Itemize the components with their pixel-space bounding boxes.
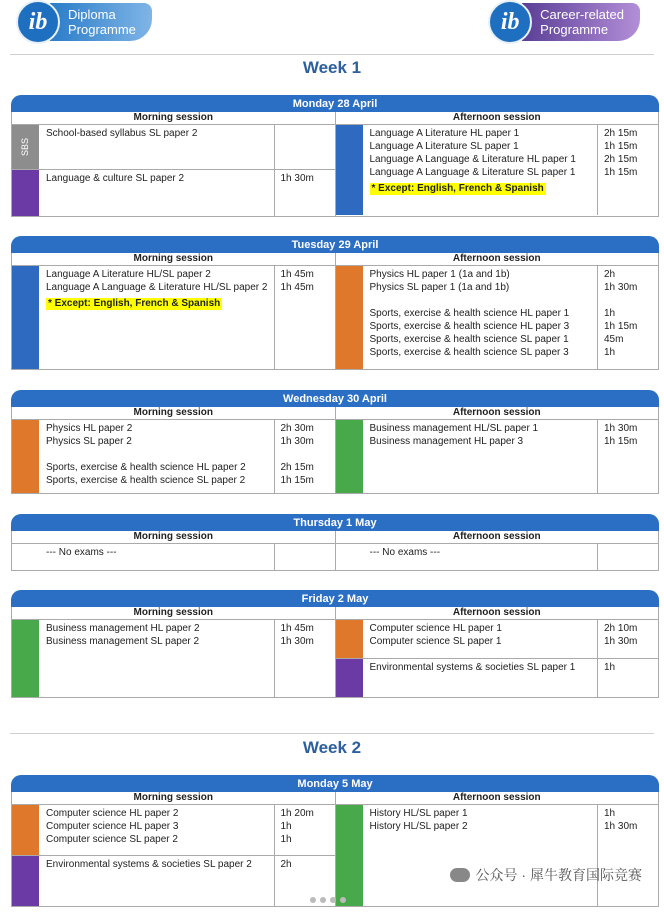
subject-group-bar <box>12 125 39 169</box>
duration: 1h <box>280 821 292 832</box>
durations-cell <box>275 544 335 570</box>
exam-row <box>336 659 659 697</box>
duration: 2h 15m <box>604 154 638 165</box>
afternoon-session-header: Afternoon session <box>336 407 659 420</box>
papers-cell <box>39 805 275 855</box>
subject-group-bar <box>336 805 363 906</box>
exam-row <box>12 266 335 369</box>
exam-row <box>12 420 335 493</box>
exam-row <box>12 805 335 856</box>
subject-group-bar <box>336 544 363 570</box>
papers-cell <box>39 170 275 216</box>
exam-row <box>336 125 659 215</box>
dp-logo <box>16 0 152 44</box>
paper-name: Physics HL paper 2 <box>46 423 133 434</box>
morning-session <box>12 112 335 216</box>
duration: 1h 15m <box>604 141 638 152</box>
exam-row <box>336 620 659 659</box>
afternoon-session <box>335 607 659 697</box>
sessions-table <box>11 792 659 907</box>
duration: 1h 30m <box>604 636 638 647</box>
paper-name: Language A Language & Literature SL paper 1 <box>369 167 576 178</box>
spacer <box>281 127 335 140</box>
subject-group-bar <box>12 856 39 906</box>
papers-cell <box>363 266 599 369</box>
papers-cell <box>363 805 599 906</box>
day-tuesday-29-april <box>11 236 659 370</box>
paper-name: Sports, exercise & health science HL paper 1 <box>369 308 570 319</box>
week-title: Week 2 <box>302 738 362 757</box>
paper-name: Sports, exercise & health science SL paper 3 <box>369 347 569 358</box>
spacer <box>281 448 335 461</box>
day-header: Monday 5 May <box>11 775 659 792</box>
duration: 1h 30m <box>604 423 638 434</box>
dp-logo-line1: Diploma <box>68 7 116 22</box>
subject-group-bar <box>12 544 39 570</box>
spacer <box>281 546 335 559</box>
duration: 2h <box>604 269 616 280</box>
morning-session <box>12 607 335 697</box>
morning-session-header: Morning session <box>12 607 335 620</box>
duration: 1h 45m <box>280 269 314 280</box>
paper-name: Physics SL paper 2 <box>46 436 132 447</box>
exam-row <box>12 170 335 216</box>
morning-session-header: Morning session <box>12 407 335 420</box>
paper-name: Sports, exercise & health science SL paper 2 <box>46 475 246 486</box>
papers-cell <box>39 856 275 906</box>
day-friday-2-may <box>11 590 659 698</box>
day-header: Tuesday 29 April <box>11 236 659 253</box>
exception-note: * Except: English, French & Spanish <box>48 298 221 309</box>
duration: 1h 30m <box>604 282 638 293</box>
duration: 1h 30m <box>280 173 314 184</box>
afternoon-session <box>335 792 659 906</box>
papers-cell <box>363 620 599 658</box>
page-indicator <box>310 897 346 903</box>
exam-row <box>12 856 335 906</box>
durations-cell <box>275 420 335 493</box>
paper-name: History HL/SL paper 2 <box>369 821 468 832</box>
watermark <box>450 865 642 885</box>
paper-name: Language A Language & Literature HL/SL paper 2 <box>46 282 268 293</box>
afternoon-session <box>335 253 659 369</box>
duration: 1h <box>604 347 616 358</box>
paper-name: Business management SL paper 2 <box>46 636 200 647</box>
duration: 45m <box>604 334 624 345</box>
sessions-table <box>11 607 659 698</box>
spacer <box>604 546 658 559</box>
duration: 2h 30m <box>280 423 314 434</box>
week-title: Week 1 <box>302 58 362 77</box>
paper-name: Language A Literature SL paper 1 <box>369 141 519 152</box>
cp-logo <box>488 0 640 44</box>
durations-cell <box>275 805 335 855</box>
day-header: Monday 28 April <box>11 95 659 112</box>
exam-row <box>336 805 659 906</box>
cp-logo-line1: Career-related <box>540 7 624 22</box>
durations-cell <box>275 170 335 216</box>
sessions-table <box>11 112 659 217</box>
day-wednesday-30-april <box>11 390 659 494</box>
day-thursday-1-may <box>11 514 659 571</box>
papers-cell <box>39 544 275 570</box>
paper-name: Language A Literature HL paper 1 <box>369 128 520 139</box>
duration: 2h 10m <box>604 623 638 634</box>
duration: 1h 30m <box>280 636 314 647</box>
durations-cell <box>598 420 658 493</box>
subject-group-bar <box>12 420 39 493</box>
page-dot <box>320 897 326 903</box>
paper-name: Computer science HL paper 3 <box>46 821 179 832</box>
afternoon-session-header: Afternoon session <box>336 112 659 125</box>
afternoon-session <box>335 531 659 570</box>
day-header: Friday 2 May <box>11 590 659 607</box>
durations-cell <box>275 266 335 369</box>
paper-name: Sports, exercise & health science HL paper 2 <box>46 462 246 473</box>
paper-name: Physics SL paper 1 (1a and 1b) <box>369 282 510 293</box>
paper-name: Environmental systems & societies SL paper 1 <box>369 662 576 673</box>
afternoon-session-header: Afternoon session <box>336 531 659 544</box>
paper-name: Environmental systems & societies SL paper 2 <box>46 859 252 870</box>
paper-name: --- No exams --- <box>369 547 441 558</box>
duration: 1h <box>604 308 616 319</box>
exam-row <box>12 544 335 570</box>
paper-name: Computer science HL paper 2 <box>46 808 179 819</box>
afternoon-session <box>335 407 659 493</box>
duration: 1h 15m <box>604 321 638 332</box>
durations-cell <box>598 266 658 369</box>
afternoon-session-header: Afternoon session <box>336 607 659 620</box>
papers-cell <box>39 266 275 369</box>
day-header: Thursday 1 May <box>11 514 659 531</box>
exception-note: * Except: English, French & Spanish <box>371 183 544 194</box>
papers-cell <box>363 420 599 493</box>
durations-cell <box>598 659 658 697</box>
subject-group-bar <box>336 420 363 493</box>
duration: 1h 15m <box>604 436 638 447</box>
paper-name: Business management HL paper 2 <box>46 623 200 634</box>
day-monday-5-may <box>11 775 659 907</box>
morning-session-header: Morning session <box>12 253 335 266</box>
dp-logo-line2: Programme <box>68 22 136 37</box>
morning-session <box>12 253 335 369</box>
cp-logo-line2: Programme <box>540 22 609 37</box>
sessions-table <box>11 407 659 494</box>
page-dot <box>330 897 336 903</box>
duration: 2h 15m <box>280 462 314 473</box>
morning-session <box>12 792 335 906</box>
durations-cell <box>598 620 658 658</box>
durations-cell <box>275 125 335 169</box>
durations-cell <box>598 125 658 215</box>
paper-name: School-based syllabus SL paper 2 <box>46 128 198 139</box>
papers-cell <box>363 659 599 697</box>
exam-row <box>336 544 659 570</box>
duration: 2h 15m <box>604 128 638 139</box>
spacer <box>370 294 598 307</box>
morning-session <box>12 407 335 493</box>
durations-cell <box>598 805 658 906</box>
subject-group-bar <box>336 659 363 697</box>
duration: 1h 20m <box>280 808 314 819</box>
papers-cell <box>39 420 275 493</box>
duration: 1h 45m <box>280 623 314 634</box>
duration: 1h 30m <box>604 821 638 832</box>
exam-row <box>336 266 659 369</box>
ib-logo-icon: ib <box>16 0 60 44</box>
paper-name: Language A Language & Literature HL paper 1 <box>369 154 576 165</box>
subject-group-bar <box>12 170 39 216</box>
subject-group-bar <box>12 620 39 697</box>
afternoon-session <box>335 112 659 216</box>
papers-cell <box>39 620 275 697</box>
dp-logo-text <box>50 3 152 41</box>
morning-session-header: Morning session <box>12 112 335 125</box>
durations-cell <box>275 620 335 697</box>
subject-group-bar <box>12 266 39 369</box>
paper-name: Business management HL paper 3 <box>369 436 524 447</box>
day-monday-28-april <box>11 95 659 217</box>
ib-logo-icon: ib <box>488 0 532 44</box>
duration: 2h <box>280 859 292 870</box>
afternoon-session-header: Afternoon session <box>336 253 659 266</box>
durations-cell <box>598 544 658 570</box>
paper-name: Language A Literature HL/SL paper 2 <box>46 269 211 280</box>
subject-group-bar <box>336 620 363 658</box>
duration: 1h <box>280 834 292 845</box>
subject-group-bar <box>336 125 363 215</box>
exam-row <box>336 420 659 493</box>
paper-name: Physics HL paper 1 (1a and 1b) <box>369 269 510 280</box>
subject-group-bar <box>336 266 363 369</box>
duration: 1h 15m <box>280 475 314 486</box>
paper-name: Computer science SL paper 2 <box>46 834 178 845</box>
duration: 1h 30m <box>280 436 314 447</box>
divider <box>10 733 654 734</box>
sessions-table <box>11 531 659 571</box>
watermark-text: 公众号 · 犀牛教育国际竞赛 <box>475 867 642 883</box>
wechat-icon <box>450 868 470 882</box>
exam-row <box>12 125 335 170</box>
morning-session-header: Morning session <box>12 531 335 544</box>
subject-group-label: SBS <box>20 137 31 157</box>
cp-logo-text <box>522 3 640 41</box>
paper-name: Language & culture SL paper 2 <box>46 173 185 184</box>
day-header: Wednesday 30 April <box>11 390 659 407</box>
paper-name: Sports, exercise & health science SL paper 1 <box>369 334 569 345</box>
paper-name: Business management HL/SL paper 1 <box>369 423 539 434</box>
papers-cell <box>363 125 599 215</box>
page-dot <box>340 897 346 903</box>
subject-group-bar <box>12 805 39 855</box>
paper-name: Sports, exercise & health science HL paper 3 <box>369 321 570 332</box>
paper-name: --- No exams --- <box>46 547 117 558</box>
page-dot <box>310 897 316 903</box>
spacer <box>604 294 658 307</box>
paper-name: Computer science SL paper 1 <box>369 636 502 647</box>
duration: 1h <box>604 808 616 819</box>
divider <box>10 54 654 55</box>
afternoon-session-header: Afternoon session <box>336 792 659 805</box>
spacer <box>46 448 274 461</box>
morning-session-header: Morning session <box>12 792 335 805</box>
paper-name: Computer science HL paper 1 <box>369 623 502 634</box>
duration: 1h <box>604 662 616 673</box>
papers-cell <box>39 125 275 169</box>
duration: 1h 45m <box>280 282 314 293</box>
sessions-table <box>11 253 659 370</box>
exam-row <box>12 620 335 697</box>
paper-name: History HL/SL paper 1 <box>369 808 468 819</box>
duration: 1h 15m <box>604 167 638 178</box>
papers-cell <box>363 544 599 570</box>
morning-session <box>12 531 335 570</box>
